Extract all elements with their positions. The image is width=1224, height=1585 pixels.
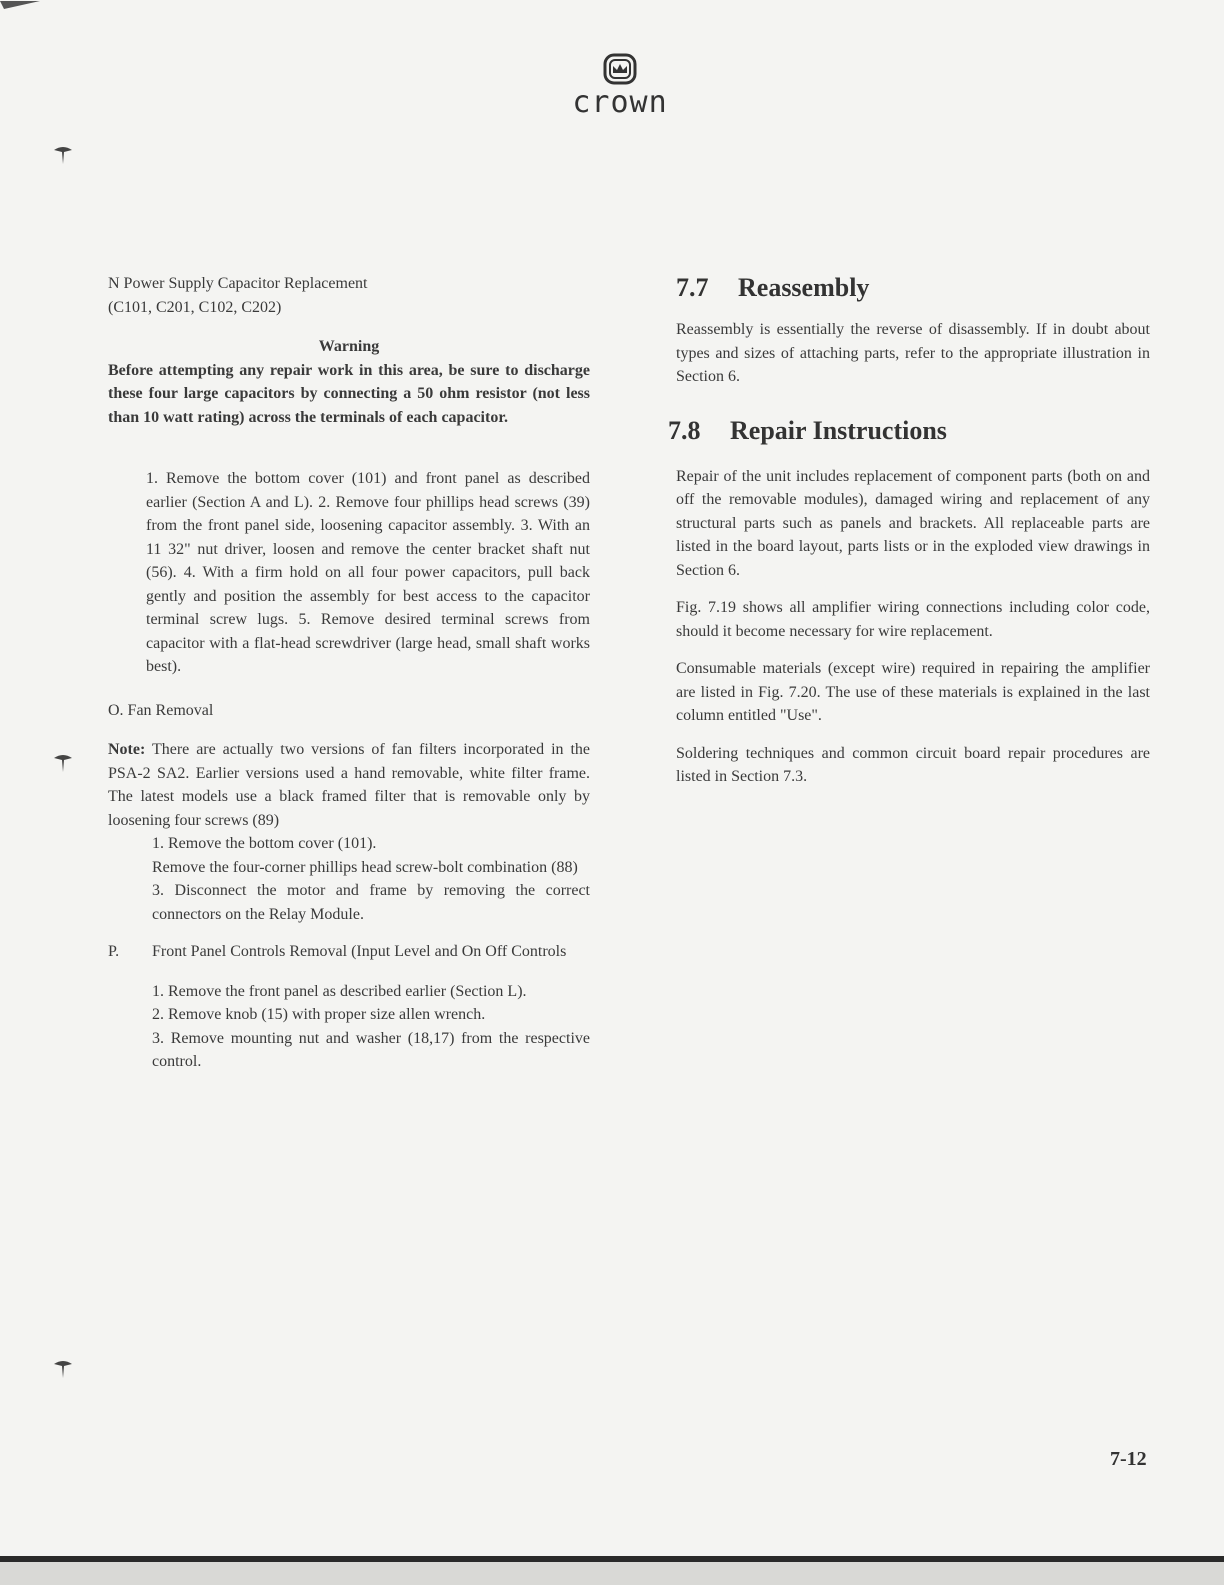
section-n-title: N Power Supply Capacitor Replacement [108,275,368,292]
section-n-subtitle: (C101, C201, C102, C202) [108,298,282,316]
right-column [668,272,1150,789]
note-text: There are actually two versions of fan filters incorporated in the PSA-2 SA2. Earlier versions used a hand removable, white filter frame. The latest models use a black framed filter that is removable only by loosening four screws (89) [108,741,590,829]
reassembly-text: Reassembly is essentially the reverse of disassembly. If in doubt about types and sizes of attaching parts, refer to the appropriate illustration in Section 6. [676,321,1150,385]
section-o-step: 3. Disconnect the motor and frame by removing the correct connectors on the Relay Module. [152,882,590,923]
repair-paragraph: Soldering techniques and common circuit board repair procedures are listed in Section 7.3. [676,744,1150,785]
warning-title: Warning [318,338,380,355]
left-column [108,272,590,1074]
page-number: 7-12 [1110,1448,1147,1470]
bottom-edge [0,1562,1224,1585]
repair-paragraph: Fig. 7.19 shows all amplifier wiring connections including color code, should it become necessary for wire replacement. [676,599,1150,640]
section-o-step: 1. Remove the bottom cover (101). [152,835,377,852]
warning-text: Before attempting any repair work in this area, be sure to discharge these four large capacitors by connecting a 50 ohm resistor (not less than 10 watt rating) across the terminals of each capacitor. [108,361,590,426]
section-p-label: P. [108,943,120,960]
section-o-title: O. Fan Removal [108,701,214,719]
page-corner-mark [0,0,40,12]
heading-7-8-number: 7.8 [668,415,701,445]
section-p-title: Front Panel Controls Removal (Input Level and On Off Controls [152,943,567,960]
section-p-step: 3. Remove mounting nut and washer (18,17) from the respective control. [152,1029,590,1070]
heading-7-7-title: Reassembly [738,273,870,302]
binder-hole-icon [52,1356,74,1378]
section-o-step: Remove the four-corner phillips head screw-bolt combination (88) [152,858,578,876]
logo-wordmark: crown [572,85,668,120]
crown-emblem-icon [603,52,637,86]
repair-paragraph: Consumable materials (except wire) required in repairing the amplifier are listed in Fig. 7.20. The use of these materials is explained in the last column entitled "Use". [676,660,1150,724]
fan-note [108,738,590,832]
heading-7-8 [668,415,1150,447]
binder-hole-icon [52,750,74,772]
crown-logo [558,52,682,118]
heading-7-7-number: 7.7 [676,273,709,302]
section-n-steps: 1. Remove the bottom cover (101) and front panel as described earlier (Section A and L). 2. Remove four phillips head screws (39) from the front panel side, loosening capacitor assembly. 3. With an 11 32" nut driver, loosen and remove the center bracket shaft nut (56). 4. With a firm hold on all four power capacitors, pull back gently and position the assembly for best access to the capacitor terminal screw lugs. 5. Remove desired terminal screws from capacitor with a flat-head screwdriver (large head, small shaft works best). [146,470,590,675]
heading-7-7 [676,272,1150,304]
section-p-heading [108,940,590,964]
repair-paragraph: Repair of the unit includes replacement of component parts (both on and off the removable modules), damaged wiring and replacement of any structural parts such as panels and brackets. All replaceable parts are listed in the board layout, parts lists or in the exploded view drawings in Section 6. [676,467,1150,579]
section-p-step: 2. Remove knob (15) with proper size allen wrench. [152,1006,486,1023]
note-label: Note: [108,741,146,758]
section-p-step: 1. Remove the front panel as described earlier (Section L). [152,982,527,1000]
binder-hole-icon [52,142,74,164]
heading-7-8-title: Repair Instructions [730,415,947,445]
